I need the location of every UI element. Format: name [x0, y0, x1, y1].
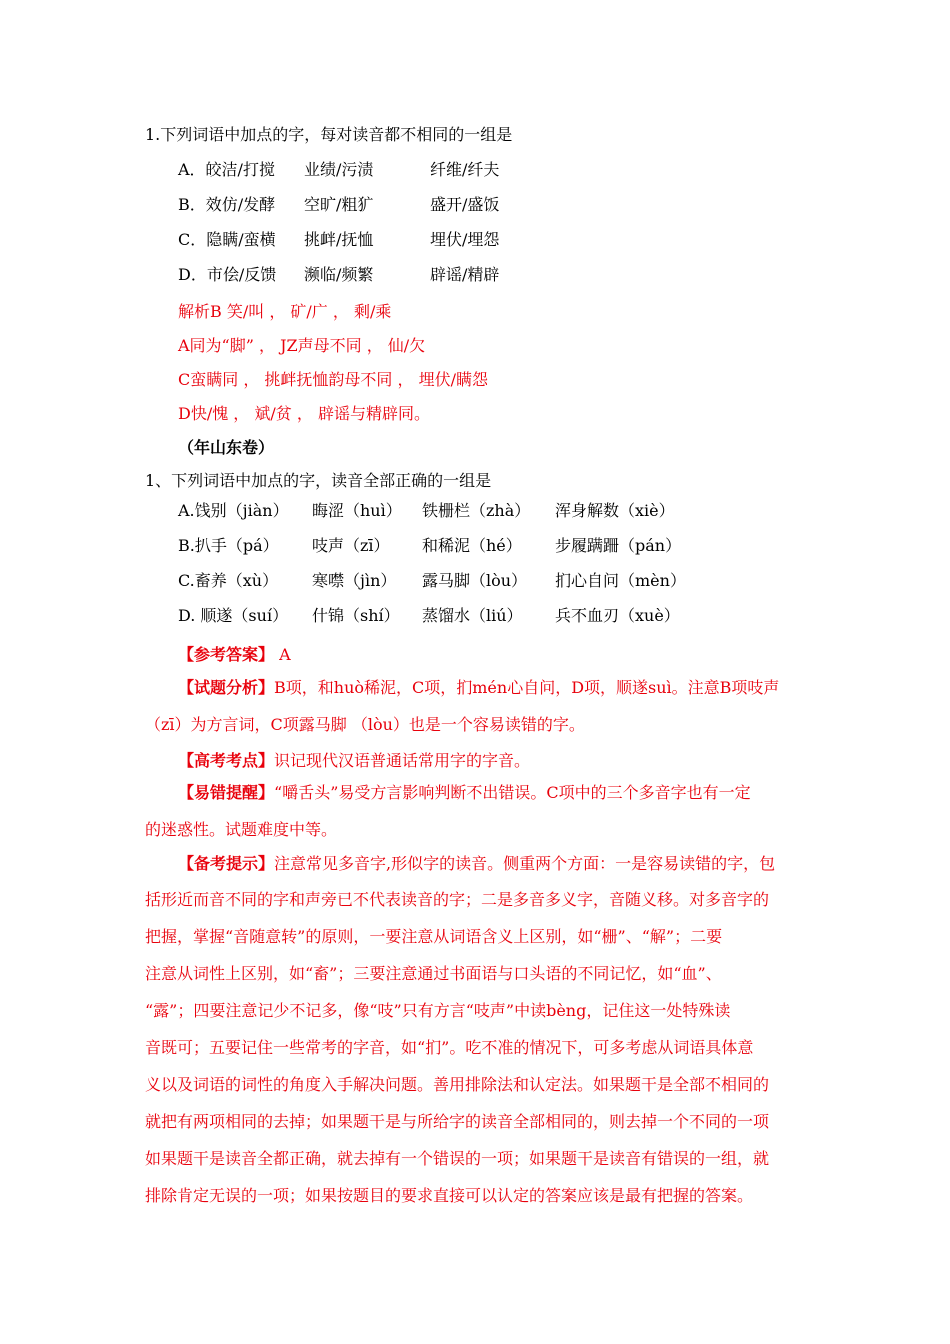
- reference-answer-label: 【参考答案】: [178, 645, 275, 664]
- mistake-line-2: 的迷惑性。试题难度中等。: [145, 820, 338, 839]
- reference-answer-value: A: [274, 645, 291, 664]
- analysis-line-2: （zī）为方言词，C项露马脚 （lòu）也是一个容易读错的字。: [145, 715, 585, 734]
- tips-line: 排除肯定无误的一项；如果按题目的要求直接可以认定的答案应该是最有把握的答案。: [145, 1186, 754, 1205]
- q1-analysis-line: C蛮瞒同 ， 挑衅抚恤韵母不同 ， 埋伏/瞒怨: [178, 370, 488, 389]
- q1-stem: 1.下列词语中加点的字，每对读音都不相同的一组是: [145, 125, 513, 144]
- analysis-line-1: 【试题分析】B项，和huò稀泥，C项，扪mén心自问，D项，顺遂suì。注意B项吱声: [178, 678, 780, 697]
- tips-line-1: 【备考提示】注意常见多音字,形似字的读音。侧重两个方面：一是容易读错的字，包: [178, 854, 776, 873]
- tips-line: 就把有两项相同的去掉；如果题干是与所给字的读音全部相同的，则去掉一个不同的一项: [145, 1112, 770, 1131]
- mistake-line-1: 【易错提醒】“嚼舌头”易受方言影响判断不出错误。C项中的三个多音字也有一定: [178, 783, 751, 802]
- tips-line: 把握，掌握“音随意转”的原则，一要注意从词语含义上区别，如“栅”、“解”；二要: [145, 927, 723, 946]
- analysis-label: 【试题分析】: [178, 678, 275, 697]
- tips-line: 括形近而音不同的字和声旁已不代表读音的字；二是多音多义字，音随义移。对多音字的: [145, 890, 770, 909]
- tips-line: 音既可；五要记住一些常考的字音，如“扪”。吃不准的情况下，可多考虑从词语具体意: [145, 1038, 754, 1057]
- tips-label: 【备考提示】: [178, 854, 275, 873]
- mistake-label: 【易错提醒】: [178, 783, 275, 802]
- q2-stem: 1、下列词语中加点的字，读音全部正确的一组是: [145, 471, 492, 490]
- tips-line: “露”；四要注意记少不记多，像“吱”只有方言“吱声”中读bèng，记住这一处特殊读: [145, 1001, 731, 1020]
- exam-point: 【高考考点】识记现代汉语普通话常用字的字音。: [178, 751, 531, 770]
- q1-analysis-line: 解析B 笑/叫 ， 矿/广 ， 剩/乘: [178, 302, 392, 321]
- tips-line: 如果题干是读音全都正确，就去掉有一个错误的一项；如果题干是读音有错误的一组，就: [145, 1149, 770, 1168]
- tips-line: 义以及词语的词性的角度入手解决问题。善用排除法和认定法。如果题干是全部不相同的: [145, 1075, 770, 1094]
- q1-analysis-line: A同为“脚” ， JZ声母不同 ， 仙/欠: [178, 336, 426, 355]
- tips-line: 注意从词性上区别，如“畜”；三要注意通过书面语与口头语的不同记忆，如“血”、: [145, 964, 722, 983]
- reference-answer: [178, 644, 291, 666]
- section-title: （年山东卷）: [178, 438, 275, 457]
- q1-analysis-line: D快/愧 ， 斌/贫 ， 辟谣与精辟同。: [178, 404, 430, 423]
- exam-point-label: 【高考考点】: [178, 751, 275, 770]
